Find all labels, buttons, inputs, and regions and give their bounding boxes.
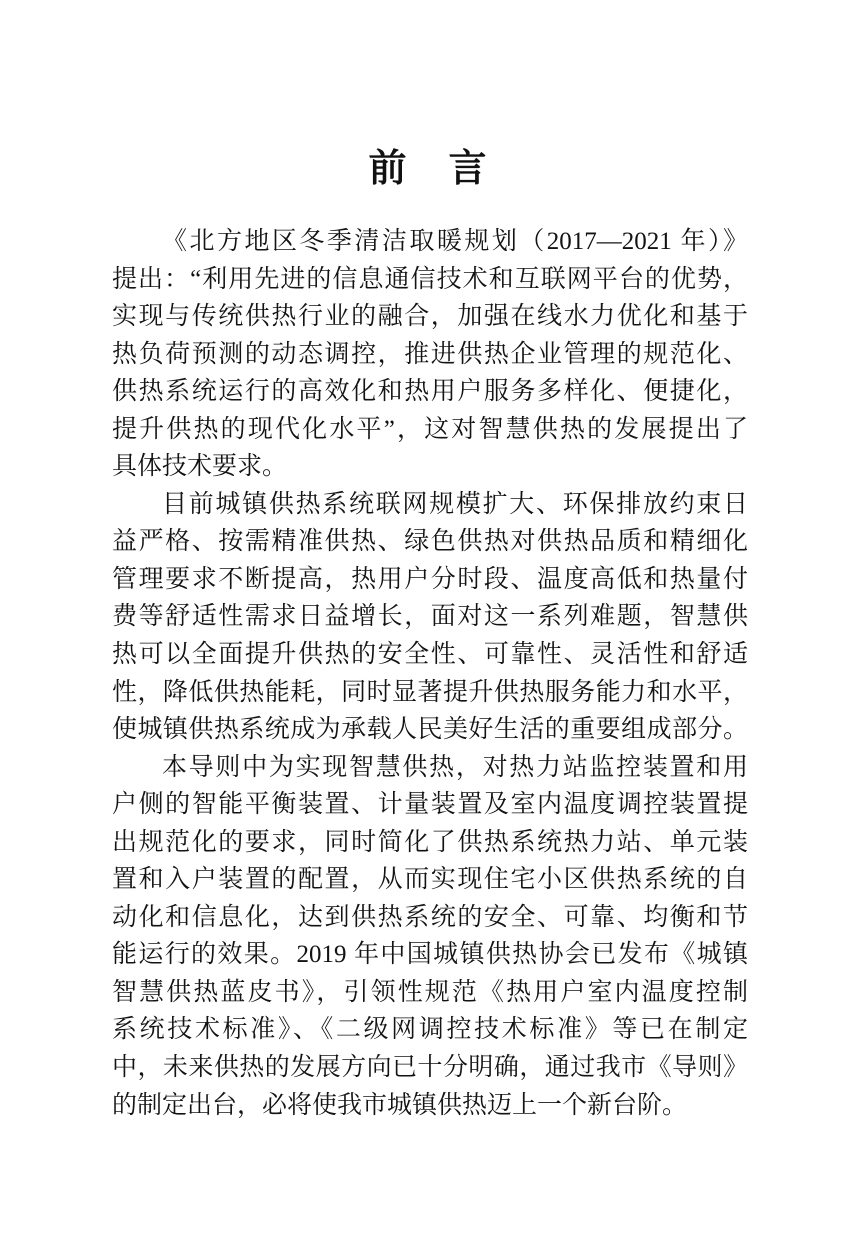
text-line: 目前城镇供热系统联网规模扩大、环保排放约束日 bbox=[162, 490, 748, 518]
text-line: 供热系统运行的高效化和热用户服务多样化、便捷化， bbox=[112, 378, 748, 406]
paragraph-3 bbox=[112, 749, 748, 1124]
text-line: 能运行的效果。2019 年中国城镇供热协会已发布《城镇 bbox=[112, 941, 748, 969]
text-line: 出规范化的要求，同时简化了供热系统热力站、单元装 bbox=[112, 828, 748, 856]
text-line: 费等舒适性需求日益增长，面对这一系列难题，智慧供 bbox=[112, 603, 748, 631]
text-line: 益严格、按需精准供热、绿色供热对供热品质和精细化 bbox=[112, 528, 748, 556]
text-line: 提升供热的现代化水平”，这对智慧供热的发展提出了 bbox=[112, 415, 748, 443]
document-body bbox=[112, 223, 748, 1124]
text-line: 系统技术标准》、《二级网调控技术标准》等已在制定 bbox=[112, 1016, 748, 1044]
text-line: 户侧的智能平衡装置、计量装置及室内温度调控装置提 bbox=[112, 791, 748, 819]
text-line: 提出：“利用先进的信息通信技术和互联网平台的优势， bbox=[112, 265, 748, 293]
text-line: 热负荷预测的动态调控，推进供热企业管理的规范化、 bbox=[112, 340, 748, 368]
text-line: 管理要求不断提高，热用户分时段、温度高低和热量付 bbox=[112, 565, 748, 593]
text-line: 热可以全面提升供热的安全性、可靠性、灵活性和舒适 bbox=[112, 641, 748, 669]
page-title: 前 言 bbox=[368, 148, 489, 190]
text-line: 中，未来供热的发展方向已十分明确，通过我市《导则》 bbox=[112, 1054, 748, 1082]
text-line: 具体技术要求。 bbox=[112, 453, 288, 481]
text-line: 性，降低供热能耗，同时显著提升供热服务能力和水平， bbox=[112, 678, 748, 706]
text-line: 的制定出台，必将使我市城镇供热迈上一个新台阶。 bbox=[112, 1091, 688, 1119]
text-line: 置和入户装置的配置，从而实现住宅小区供热系统的自 bbox=[112, 866, 748, 894]
text-line: 使城镇供热系统成为承载人民美好生活的重要组成部分。 bbox=[112, 716, 748, 744]
text-line: 动化和信息化，达到供热系统的安全、可靠、均衡和节 bbox=[112, 903, 748, 931]
text-line: 本导则中为实现智慧供热，对热力站监控装置和用 bbox=[162, 753, 748, 781]
paragraph-2 bbox=[112, 486, 748, 749]
paragraph-1 bbox=[112, 223, 748, 486]
text-line: 智慧供热蓝皮书》，引领性规范《热用户室内温度控制 bbox=[112, 978, 748, 1006]
text-line: 《北方地区冬季清洁取暖规划（2017—2021 年）》 bbox=[162, 228, 748, 255]
text-line: 实现与传统供热行业的融合，加强在线水力优化和基于 bbox=[112, 303, 748, 331]
